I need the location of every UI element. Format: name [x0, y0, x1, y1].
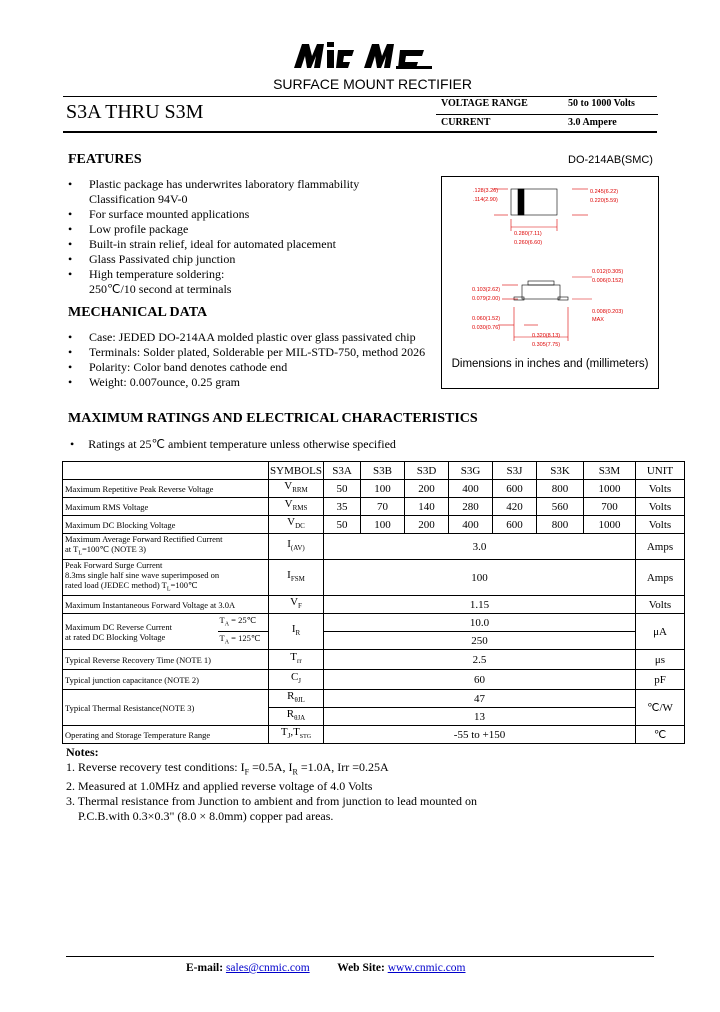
note-1: 1. Reverse recovery test conditions: $I_F =0.5A$, $I_R =1.0A$, Irr =0.25A [66, 760, 389, 777]
header-rule [63, 131, 657, 133]
table-row: Maximum Average Forward Rectified Current at $T_L=100℃$ (NOTE 3) $I_{(AV)}$ 3.0 Amps [63, 534, 685, 560]
current-label: CURRENT [441, 117, 491, 128]
dim-label: 0.008(0.203) [592, 309, 624, 315]
note-2: 2. Measured at 1.0MHz and applied reverse voltage of 4.0 Volts [66, 779, 373, 794]
list-item: • Terminals: Solder plated, Solderable per MIL-STD-750, method 2026 [68, 345, 426, 359]
column-header: S3K [537, 462, 584, 480]
ratings-note: • Ratings at 25℃ ambient temperature unless otherwise specified [70, 437, 396, 451]
list-item: • Low profile package [68, 222, 189, 236]
dim-label: 0.220(5.59) [590, 198, 619, 204]
column-header: SYMBOLS [269, 462, 324, 480]
list-item: • Glass Passivated chip junction [68, 252, 236, 266]
dim-label: 0.260(6.60) [514, 240, 543, 246]
mechanical-list [68, 330, 426, 390]
table-row: Maximum RMS Voltage $V_{RMS}$ 35 70 140 280 420 560 700 Volts [63, 498, 685, 516]
list-item: • Weight: 0.007ounce, 0.25 gram [68, 375, 241, 389]
column-header: S3D [405, 462, 449, 480]
list-item: Classification 94V-0 [89, 192, 188, 206]
list-item: • Case: JEDED DO-214AA molded plastic over glass passivated chip [68, 330, 416, 344]
dim-label: 0.030(0.76) [472, 325, 501, 331]
list-item: • Polarity: Color band denotes cathode end [68, 360, 288, 374]
package-name: DO-214AB(SMC) [568, 154, 653, 166]
part-range-title: S3A THRU S3M [66, 101, 204, 123]
table-row: $R_{\theta JA}$ 13 [63, 708, 685, 726]
table-row: Peak Forward Surge Current 8.3ms single half sine wave superimposed on rated load (JEDEC method) $T_L=100℃$ $I_{FSM}$ 100 Amps [63, 560, 685, 596]
column-header: S3B [361, 462, 405, 480]
table-header-row [63, 462, 685, 480]
dim-label: 0.006(0.152) [592, 278, 624, 284]
note-3: 3. Thermal resistance from Junction to ambient and from junction to lead mounted on [66, 794, 478, 809]
web-label: Web Site: [337, 962, 388, 974]
footer-rule [66, 956, 654, 957]
note-3-cont: P.C.B.with 0.3×0.3" (8.0 × 8.0mm) copper pad areas. [78, 809, 334, 824]
column-header: S3M [584, 462, 636, 480]
table-row: Maximum DC Reverse Current at rated DC Blocking Voltage $T_A$ = 25℃ $I_R$ 10.0 μA [63, 614, 685, 632]
top-rule [63, 96, 657, 97]
email-link[interactable]: sales@cnmic.com [225, 962, 310, 974]
dim-label: 0.079(2.00) [472, 296, 501, 302]
package-caption: Dimensions in inches and (millimeters) [451, 358, 649, 370]
list-item: • High temperature soldering: [68, 267, 225, 281]
ratings-table [62, 461, 685, 744]
table-row: Typical Thermal Resistance(NOTE 3) $R_{\theta JL}$ 47 ℃/W [63, 690, 685, 708]
column-header: S3J [493, 462, 537, 480]
dim-label: MAX [592, 317, 604, 323]
features-list [68, 177, 360, 297]
dim-label: 0.245(6.22) [590, 189, 619, 195]
table-row: Maximum Repetitive Peak Reverse Voltage $V_{RRM}$ 50 100 200 400 600 800 1000 Volts [63, 480, 685, 498]
list-item: • Plastic package has underwrites laboratory flammability [68, 177, 360, 191]
current-value: 3.0 Ampere [568, 117, 617, 128]
website-link[interactable]: www.cnmic.com [387, 962, 466, 974]
mic-logo [292, 36, 436, 72]
dim-label: .128(3.26) [473, 188, 499, 194]
ratings-title: MAXIMUM RATINGS AND ELECTRICAL CHARACTERISTICS [68, 411, 478, 426]
list-item: • Built-in strain relief, ideal for automated placement [68, 237, 336, 251]
table-row: Operating and Storage Temperature Range $T_J,T_{STG}$ -55 to +150 ℃ [63, 726, 685, 744]
dim-label: 0.060(1.52) [472, 316, 501, 322]
notes-block [66, 745, 477, 824]
list-item: 250℃/10 second at terminals [89, 282, 232, 296]
table-row: Maximum DC Blocking Voltage $V_{DC}$ 50 100 200 400 600 800 1000 Volts [63, 516, 685, 534]
table-row: Maximum Instantaneous Forward Voltage at 3.0A $V_F$ 1.15 Volts [63, 596, 685, 614]
page-subtitle: SURFACE MOUNT RECTIFIER [273, 76, 472, 92]
dim-label: .114(2.90) [473, 197, 498, 203]
column-header: S3A [324, 462, 361, 480]
voltage-range-value: 50 to 1000 Volts [568, 98, 635, 109]
footer [186, 962, 466, 974]
dim-label: 0.103(2.62) [472, 287, 501, 293]
list-item: • For surface mounted applications [68, 207, 250, 221]
features-title: FEATURES [68, 152, 142, 167]
voltage-range-label: VOLTAGE RANGE [441, 98, 528, 109]
table-row: $T_A$ = 125℃ 250 [63, 632, 685, 650]
column-header: S3G [449, 462, 493, 480]
email-label: E-mail: [186, 962, 226, 974]
table-row: Typical Reverse Recovery Time (NOTE 1) $T_{rr}$ 2.5 μs [63, 650, 685, 670]
dim-label: 0.320(8.13) [532, 333, 561, 339]
dim-label: 0.305(7.75) [532, 342, 561, 348]
spec-divider [436, 114, 658, 115]
notes-title: Notes: [66, 745, 99, 759]
mechanical-title: MECHANICAL DATA [68, 305, 208, 320]
column-header: UNIT [636, 462, 685, 480]
dim-label: 0.012(0.305) [592, 269, 624, 275]
table-row: Typical junction capacitance (NOTE 2) $C_J$ 60 pF [63, 670, 685, 690]
dim-label: 0.280(7.11) [514, 231, 542, 237]
